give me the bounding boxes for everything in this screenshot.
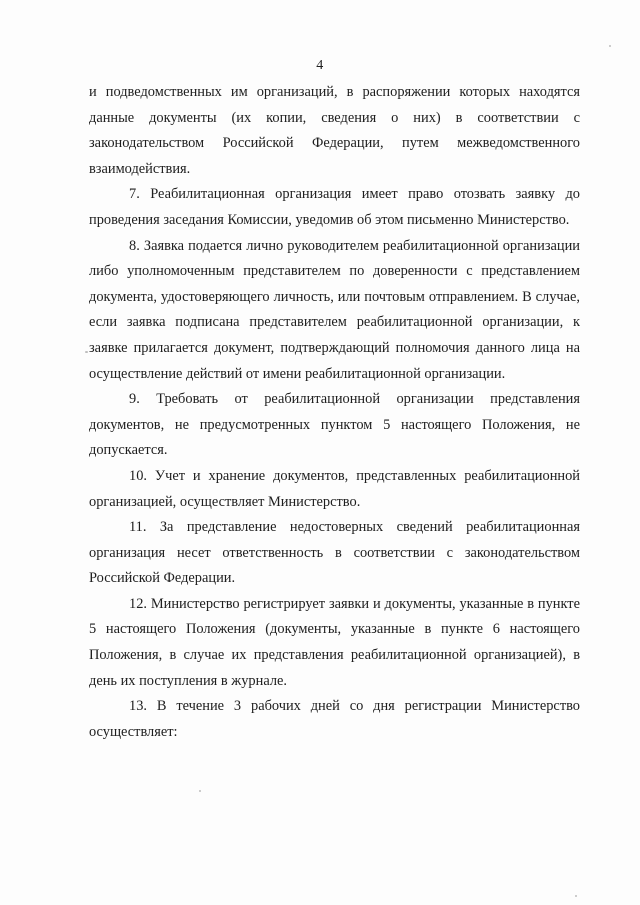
scan-speck bbox=[575, 895, 577, 897]
paragraph-11: 11. За представление недостоверных сведений реабилитационная организация несет ответственность в соответствии с законодательством Российской Федерации. bbox=[89, 519, 580, 587]
paragraph-10: 10. Учет и хранение документов, представленных реабилитационной организацией, осуществляет Министерство. bbox=[89, 467, 580, 510]
scan-speck bbox=[85, 351, 88, 353]
paragraph-7: 7. Реабилитационная организация имеет право отозвать заявку до проведения заседания Комиссии, уведомив об этом письменно Министерство. bbox=[89, 186, 580, 228]
scan-speck bbox=[199, 790, 201, 792]
paragraph-8: 8. Заявка подается лично руководителем реабилитационной организации либо уполномоченным представителем по доверенности с представлением документа, удостоверяющего личность, или почтовым отправлением. В случае, если заявка подписана представителем реабилитационной организации, к заявке прилагается документ, подтверждающий полномочия данного лица на осуществление действий от имени реабилитационной организации. bbox=[89, 237, 580, 382]
page-number: 4 bbox=[316, 58, 324, 73]
paragraph-9: 9. Требовать от реабилитационной организации представления документов, не предусмотренных пунктом 5 настоящего Положения, не допускается. bbox=[89, 391, 580, 459]
document-body bbox=[89, 80, 580, 745]
paragraph-continuation: и подведомственных им организаций, в распоряжении которых находятся данные документы (их копии, сведения о них) в соответствии с законодательством Российской Федерации, путем межведомственного взаимодействия. bbox=[89, 84, 580, 177]
paragraph-13: 13. В течение 3 рабочих дней со дня регистрации Министерство осуществляет: bbox=[89, 698, 580, 740]
paragraph-12: 12. Министерство регистрирует заявки и документы, указанные в пункте 5 настоящего Положения (документы, указанные в пункте 6 настоящего Положения, в случае их представления реабилитационной организацией), в день их поступления в журнале. bbox=[89, 595, 580, 689]
scan-speck bbox=[609, 45, 611, 47]
